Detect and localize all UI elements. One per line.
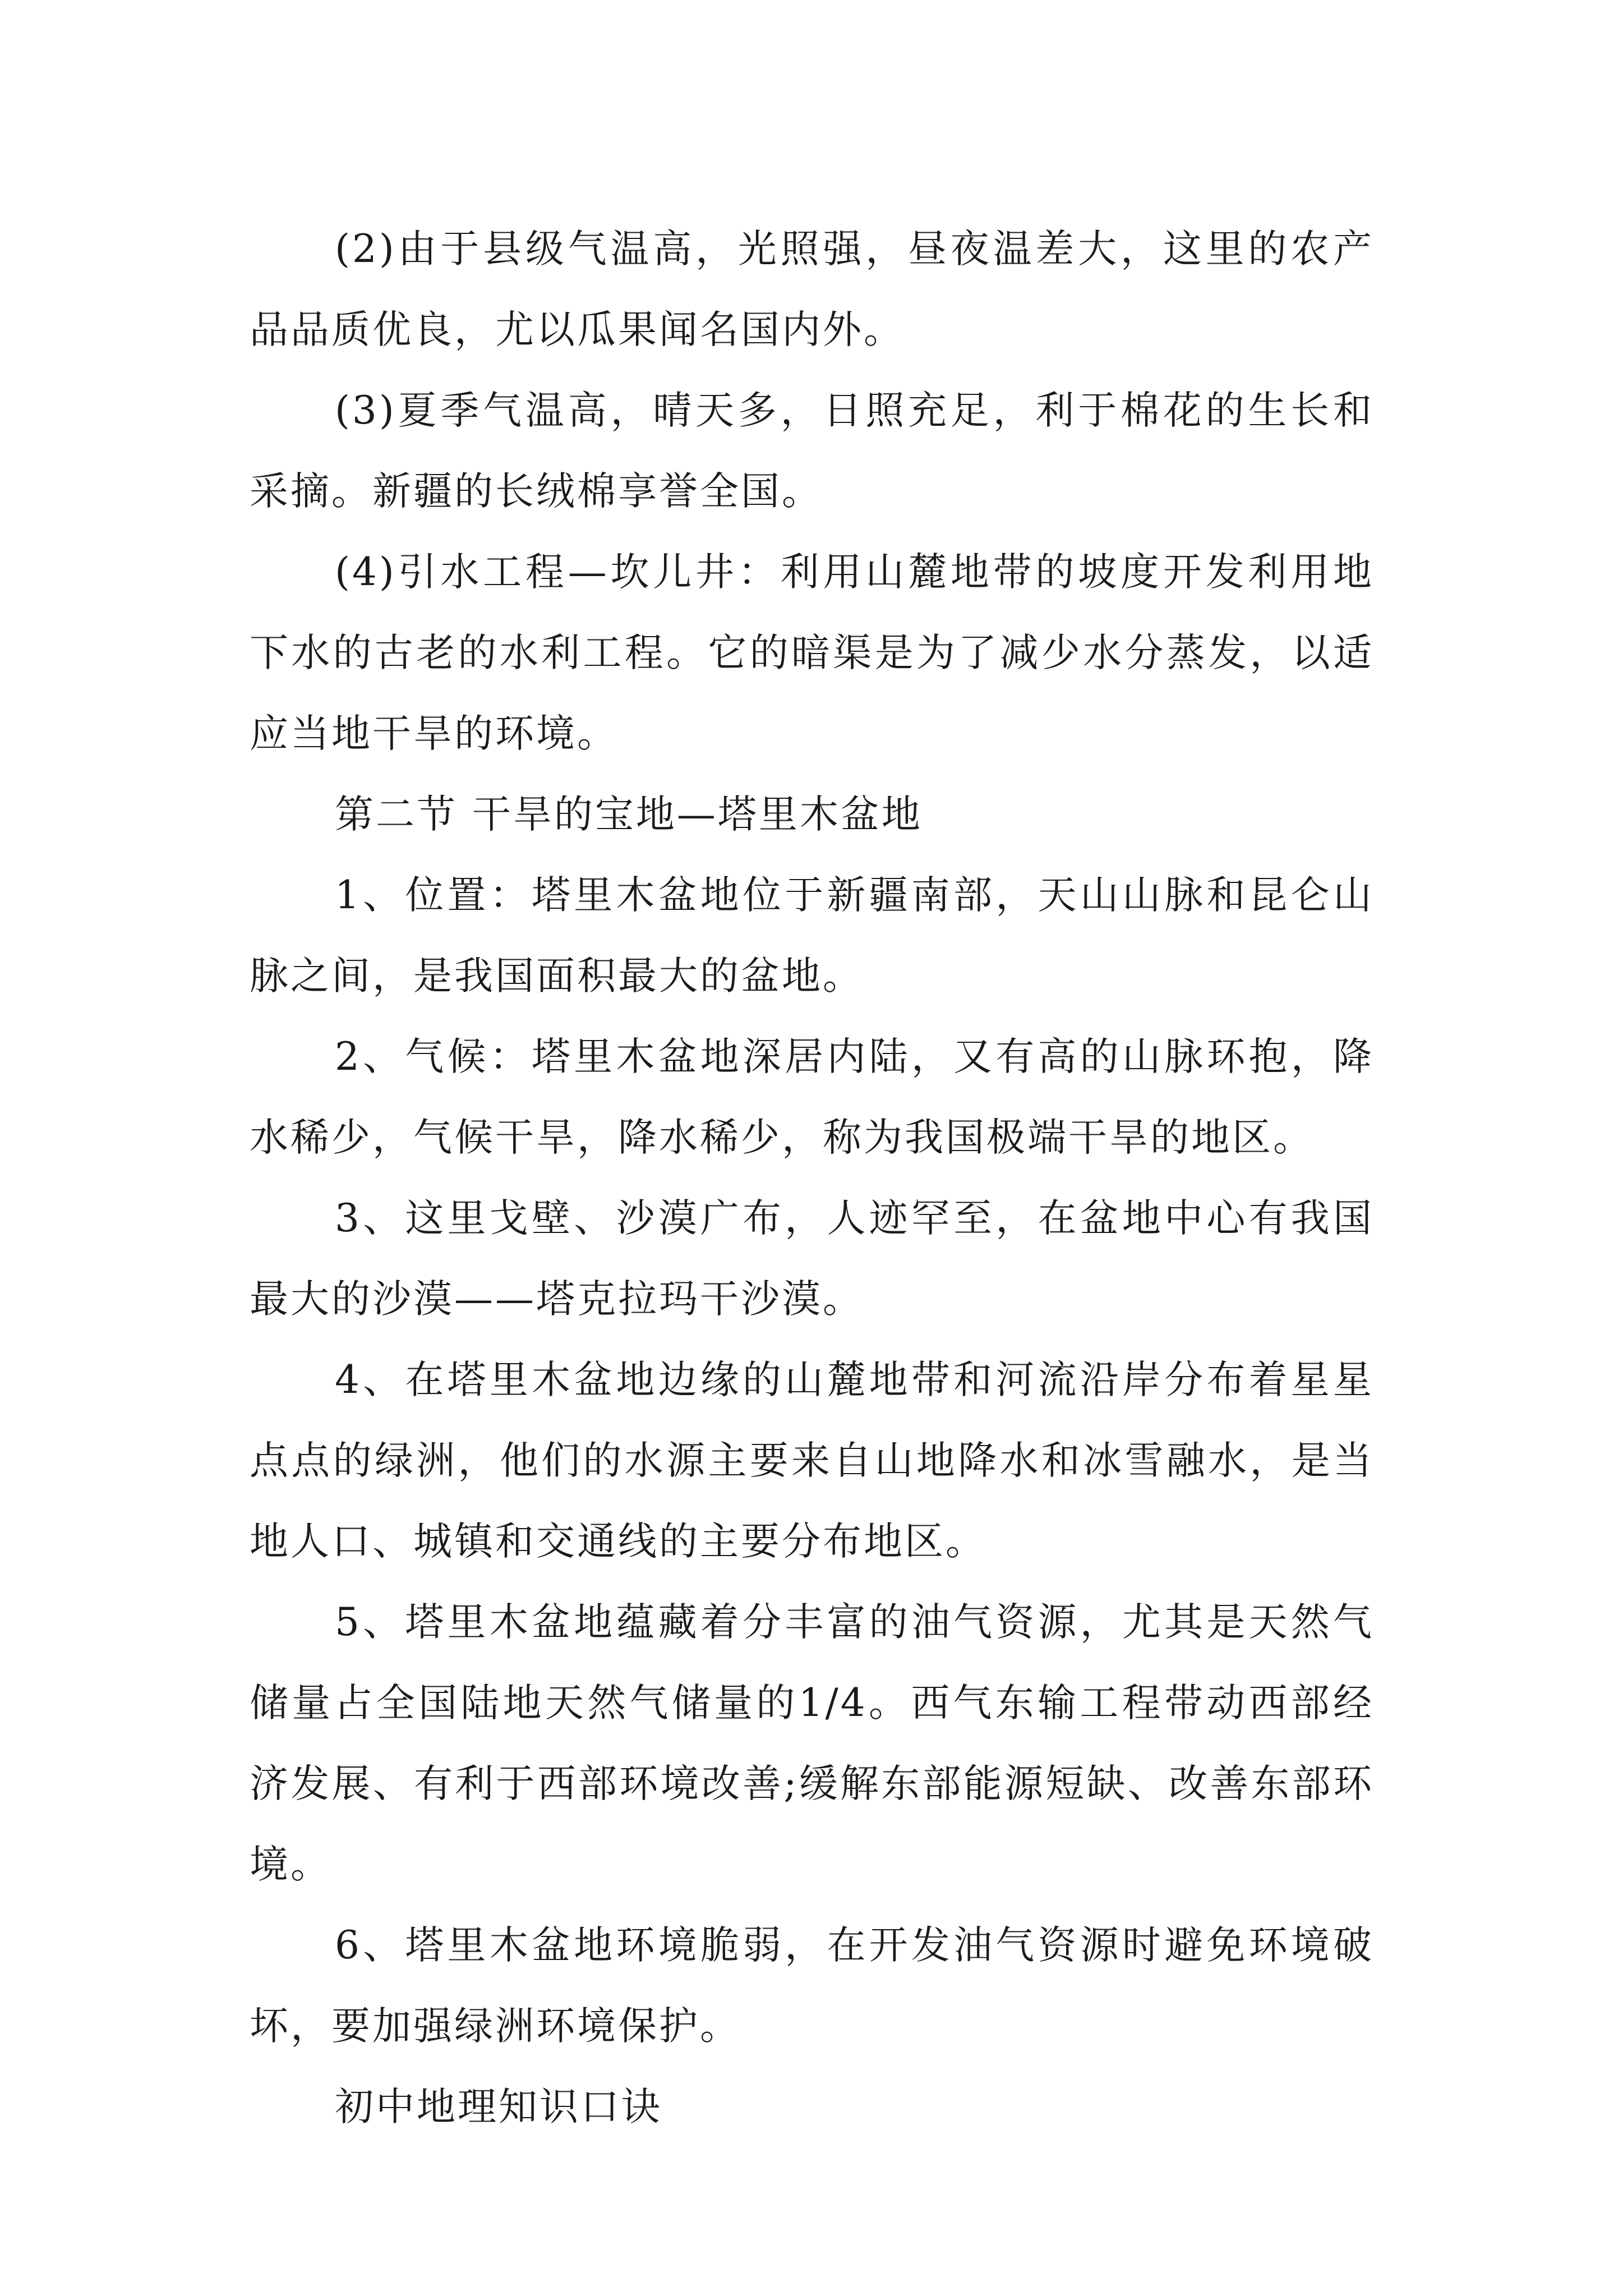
section-heading: 第二节 干旱的宝地—塔里木盆地 <box>335 792 923 837</box>
subsection-heading: 初中地理知识口诀 <box>335 2085 662 2129</box>
document-body <box>250 209 1374 2147</box>
paragraph-item-3: (3)夏季气温高，晴天多，日照充足，利于棉花的生长和采摘。新疆的长绒棉享誉全国。 <box>250 388 1374 514</box>
paragraph-environment: 6、塔里木盆地环境脆弱，在开发油气资源时避免环境破坏，要加强绿洲环境保护。 <box>250 1923 1374 2049</box>
paragraph-location: 1、位置：塔里木盆地位于新疆南部，天山山脉和昆仑山脉之间，是我国面积最大的盆地。 <box>250 873 1374 999</box>
paragraph-oasis: 4、在塔里木盆地边缘的山麓地带和河流沿岸分布着星星点点的绿洲，他们的水源主要来自山地降水和冰雪融水，是当地人口、城镇和交通线的主要分布地区。 <box>250 1358 1374 1564</box>
paragraph-item-2: (2)由于县级气温高，光照强，昼夜温差大，这里的农产品品质优良，尤以瓜果闻名国内外。 <box>250 227 1374 352</box>
paragraph-climate: 2、气候：塔里木盆地深居内陆，又有高的山脉环抱，降水稀少，气候干旱，降水稀少，称为我国极端干旱的地区。 <box>250 1034 1374 1160</box>
paragraph-item-4: (4)引水工程—坎儿井：利用山麓地带的坡度开发利用地下水的古老的水利工程。它的暗渠是为了减少水分蒸发，以适应当地干旱的环境。 <box>250 550 1374 756</box>
paragraph-resources: 5、塔里木盆地蕴藏着分丰富的油气资源，尤其是天然气储量占全国陆地天然气储量的1/4。西气东输工程带动西部经济发展、有利于西部环境改善;缓解东部能源短缺、改善东部环境。 <box>250 1600 1374 1887</box>
paragraph-desert: 3、这里戈壁、沙漠广布，人迹罕至，在盆地中心有我国最大的沙漠——塔克拉玛干沙漠。 <box>250 1196 1374 1322</box>
